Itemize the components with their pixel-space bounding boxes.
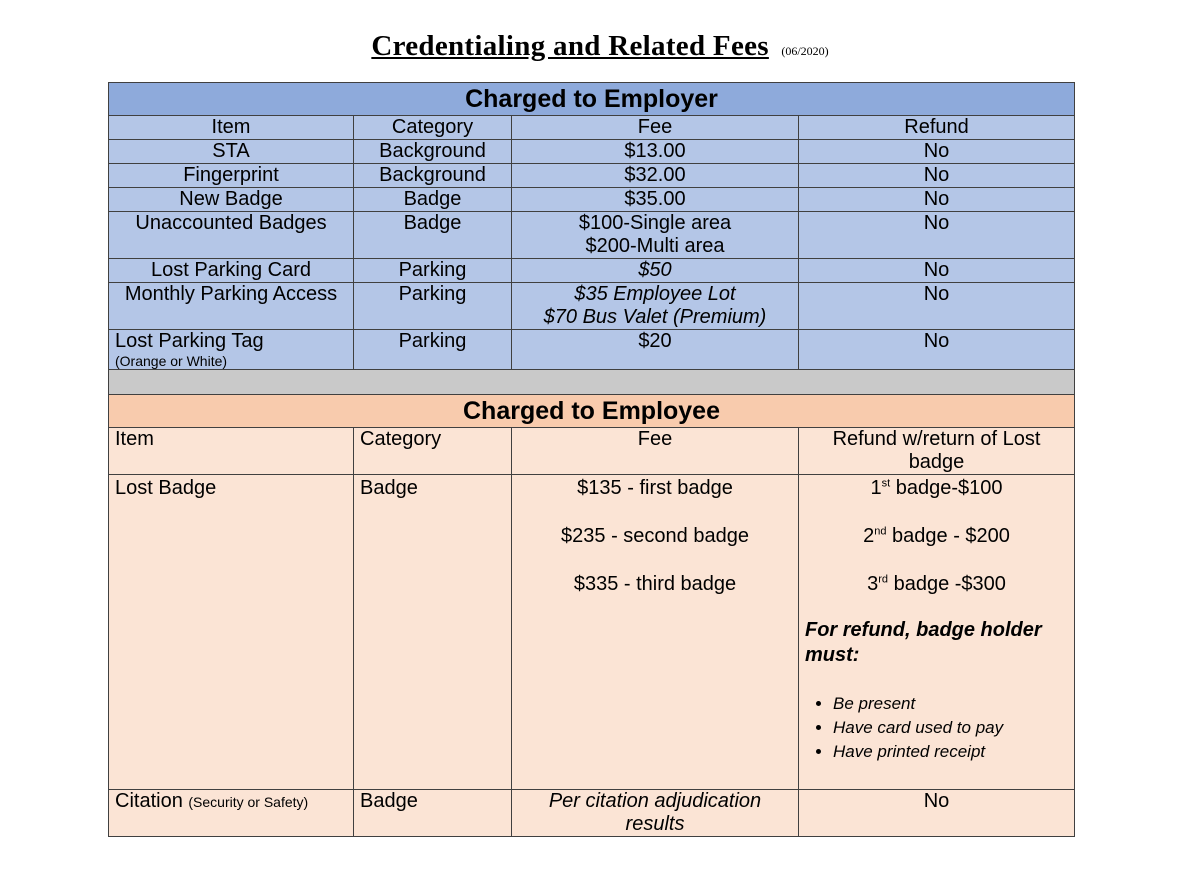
refund-note: For refund, badge holder must: <box>805 619 1042 666</box>
fee-line: $35 Employee Lot <box>574 283 736 305</box>
fee-line: $335 - third badge <box>573 573 737 595</box>
employer-item-cell: Unaccounted Badges <box>109 212 354 259</box>
list-item: • Have card used to pay <box>833 716 1068 739</box>
table-row <box>109 212 1075 259</box>
employer-category-cell: Parking <box>354 283 512 330</box>
employee-refund-cell: No <box>799 790 1075 837</box>
item-note: (Orange or White) <box>115 353 228 369</box>
item-label: Lost Parking Tag <box>115 330 264 352</box>
employer-header-fee: Fee <box>512 116 799 140</box>
employee-header-fee: Fee <box>512 428 799 475</box>
employer-item-cell: STA <box>109 140 354 164</box>
employer-fee-cell: $50 <box>512 259 799 283</box>
fee-line: $135 - first badge <box>577 477 733 499</box>
employer-category-cell: Badge <box>354 188 512 212</box>
employee-item-cell <box>109 790 354 837</box>
document-date: (06/2020) <box>781 44 829 58</box>
table-row <box>109 164 1075 188</box>
employer-category-cell: Background <box>354 164 512 188</box>
employer-fee-cell <box>512 283 799 330</box>
employee-header-category: Category <box>354 428 512 475</box>
employer-refund-cell: No <box>799 259 1075 283</box>
employer-header-row <box>109 116 1075 140</box>
employer-refund-cell: No <box>799 330 1075 370</box>
list-item: • Have printed receipt <box>833 740 1068 763</box>
refund-requirements-list <box>805 692 1068 763</box>
employee-category-cell: Badge <box>354 790 512 837</box>
table-row <box>109 283 1075 330</box>
employer-refund-cell: No <box>799 283 1075 330</box>
employee-header-row <box>109 428 1075 475</box>
employee-fee-cell: Per citation adjudication results <box>512 790 799 837</box>
fee-line: $70 Bus Valet (Premium) <box>543 306 767 328</box>
table-row <box>109 790 1075 837</box>
employer-header-category: Category <box>354 116 512 140</box>
section-divider <box>109 370 1075 395</box>
employer-fee-cell: $20 <box>512 330 799 370</box>
employee-refund-cell <box>799 475 1075 790</box>
employee-item-cell: Lost Badge <box>109 475 354 790</box>
fee-line: $200-Multi area <box>585 235 725 257</box>
employer-item-cell <box>109 330 354 370</box>
table-row <box>109 330 1075 370</box>
refund-line: 3rd badge -$300 <box>867 573 1006 595</box>
employer-fee-cell: $13.00 <box>512 140 799 164</box>
employer-refund-cell: No <box>799 212 1075 259</box>
employer-item-cell: Fingerprint <box>109 164 354 188</box>
fee-line: $235 - second badge <box>561 525 749 547</box>
employee-header-refund: Refund w/return of Lost badge <box>799 428 1075 475</box>
employer-header-item: Item <box>109 116 354 140</box>
employee-heading: Charged to Employee <box>109 395 1075 428</box>
table-row <box>109 259 1075 283</box>
employer-fee-cell: $32.00 <box>512 164 799 188</box>
employer-fee-cell: $35.00 <box>512 188 799 212</box>
employer-fee-cell <box>512 212 799 259</box>
employer-header-refund: Refund <box>799 116 1075 140</box>
employer-section <box>109 83 1075 370</box>
employer-category-cell: Background <box>354 140 512 164</box>
fee-line: $100-Single area <box>578 212 732 234</box>
employee-section <box>109 395 1075 837</box>
employer-category-cell: Parking <box>354 259 512 283</box>
employee-header-item: Item <box>109 428 354 475</box>
refund-line: 2nd badge - $200 <box>863 525 1010 547</box>
employer-category-cell: Parking <box>354 330 512 370</box>
employer-category-cell: Badge <box>354 212 512 259</box>
employer-heading: Charged to Employer <box>109 83 1075 116</box>
document-header <box>0 30 1200 63</box>
refund-line: 1st badge-$100 <box>870 477 1003 499</box>
employee-fee-cell <box>512 475 799 790</box>
employee-category-cell: Badge <box>354 475 512 790</box>
employer-refund-cell: No <box>799 164 1075 188</box>
item-label: Citation <box>115 790 183 812</box>
item-note: (Security or Safety) <box>188 794 309 810</box>
table-row <box>109 140 1075 164</box>
employer-item-cell: Monthly Parking Access <box>109 283 354 330</box>
employer-item-cell: Lost Parking Card <box>109 259 354 283</box>
fees-table <box>108 82 1075 837</box>
employer-refund-cell: No <box>799 188 1075 212</box>
list-item: • Be present <box>833 692 1068 715</box>
table-row <box>109 475 1075 790</box>
document-title: Credentialing and Related Fees <box>371 30 769 62</box>
employer-refund-cell: No <box>799 140 1075 164</box>
table-row <box>109 188 1075 212</box>
employer-item-cell: New Badge <box>109 188 354 212</box>
